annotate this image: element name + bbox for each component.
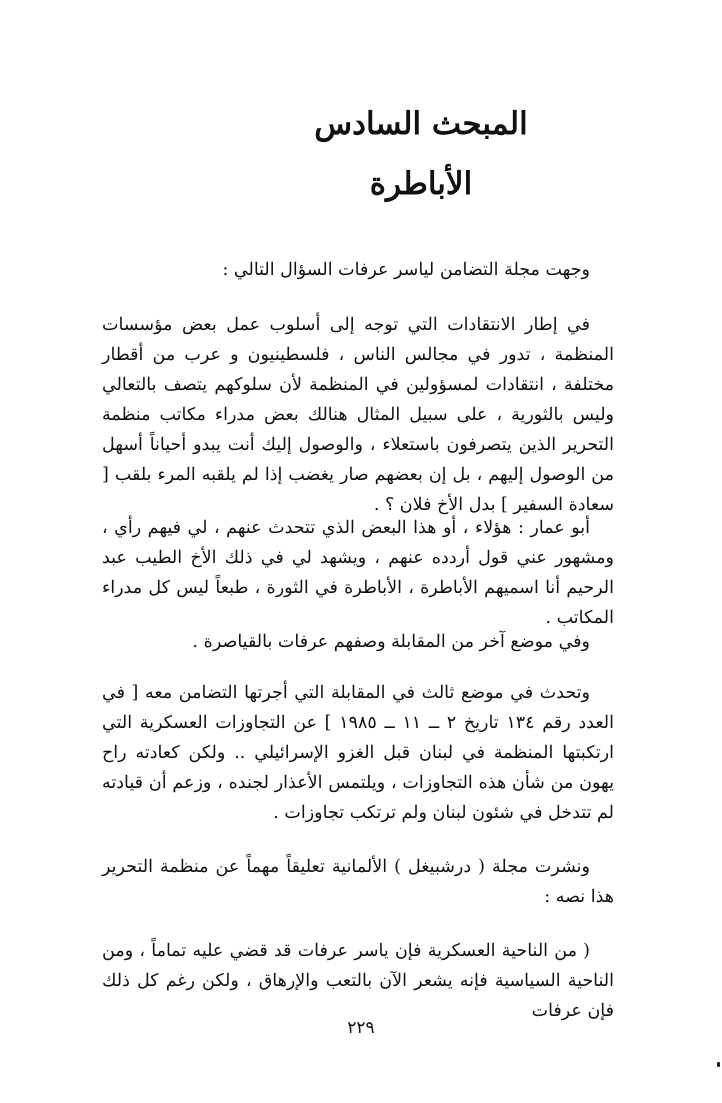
paragraph-violations: وتحدث في موضع ثالث في المقابلة التي أجرتها التضامن معه [ في العدد رقم ١٣٤ تاريخ ٢ ــ ١١ ــ ١٩٨٥ ] عن التجاوزات العسكرية التي ارتكبتها المنظمة في لبنان قبل الغزو الإسرائيلي .. ولكن كعادته راح يهون من شأن هذه التجاوزات ، ويلتمس الأعذار لجنده ، وزعم أن قيادته لم تتدخل في شئون لبنان ولم ترتكب تجاوزات . <box>102 683 614 823</box>
paragraph-caesars: وفي موضع آخر من المقابلة وصفهم عرفات بالقياصرة . <box>192 632 590 652</box>
scan-mark <box>717 1062 720 1067</box>
paragraph-question: في إطار الانتقادات التي توجه إلى أسلوب عمل بعض مؤسسات المنظمة ، تدور في مجالس الناس ، فلسطينيون و عرب من أقطار مختلفة ، انتقادات لمسؤولين في المنظمة لأن سلوكهم يتصف بالتعالي وليس بالثورية ، على سبيل المثال هنالك بعض مدراء مكاتب منظمة التحرير الذين يتصرفون باستعلاء ، والوصول إليك أنت يبدو أحياناً أسهل من الوصول إليهم ، بل إن بعضهم صار يغضب إذا لم يلقبه المرء بلقب [ سعادة السفير ] بدل الأخ فلان ؟ . <box>102 315 614 515</box>
paragraph-answer: أبو عمار : هؤلاء ، أو هذا البعض الذي تتحدث عنهم ، لي فيهم رأي ، ومشهور عني قول أردده عنهم ، ويشهد لي في ذلك الأخ الطيب عبد الرحيم أنا اسميهم الأباطرة ، الأباطرة في الثورة ، طبعاً ليس كل مدراء المكاتب . <box>102 518 614 628</box>
paragraph-question-intro: وجهت مجلة التضامن لياسر عرفات السؤال التالي : <box>222 260 590 280</box>
paragraph-spiegel-quote: ( من الناحية العسكرية فإن ياسر عرفات قد قضي عليه تماماً ، ومن الناحية السياسية فإنه يشعر الآن بالتعب والإرهاق ، ولكن رغم كل ذلك فإن عرفات <box>102 941 614 1021</box>
page-number: ٢٢٩ <box>347 1018 375 1038</box>
section-title: المبحث السادس <box>314 106 528 142</box>
paragraph-spiegel-intro: ونشرت مجلة ( درشبيغل ) الألمانية تعليقاً مهماً عن منظمة التحرير هذا نصه : <box>102 857 614 907</box>
section-subtitle: الأباطرة <box>369 166 473 202</box>
